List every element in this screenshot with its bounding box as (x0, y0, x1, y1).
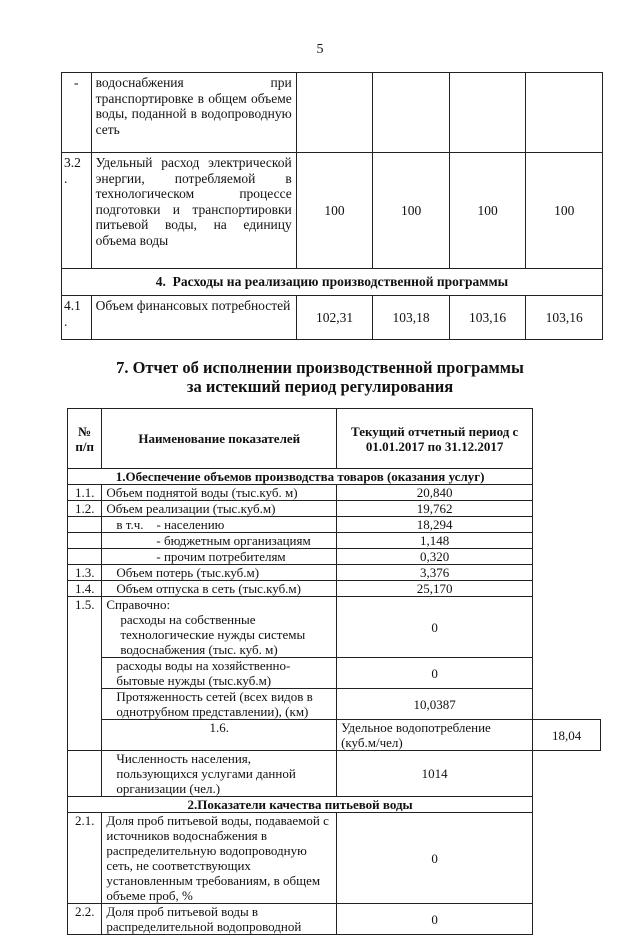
value-cell: 0 (337, 658, 533, 689)
header-number: № п/п (68, 409, 102, 469)
row-number: - (62, 73, 92, 153)
value-cell: 0,320 (337, 549, 533, 565)
indicator-name: Объем поднятой воды (тыс.куб. м) (102, 485, 337, 501)
value-cell (373, 73, 450, 153)
value-cell: 20,840 (337, 485, 533, 501)
indicator-name: - бюджетным организациям (102, 533, 337, 549)
indicator-name: - прочим потребителям (102, 549, 337, 565)
value-cell: 19,762 (337, 501, 533, 517)
value-cell: 103,16 (526, 296, 603, 340)
table-row (68, 517, 601, 533)
value-cell: 100 (296, 153, 373, 269)
indicator-name: в т.ч. - населению (102, 517, 337, 533)
indicator-name: Удельный расход электрической энергии, потребляемой в технологическом процессе подготовки и транспортировки питьевой воды, на единицу объема воды (91, 153, 296, 269)
row-number (68, 549, 102, 565)
heading-line-2: за истекший период регулирования (186, 377, 454, 396)
value-cell (296, 73, 373, 153)
heading-line-1: 7. Отчет об исполнении производственной программы (116, 358, 524, 377)
indicator-name: Объем отпуска в сеть (тыс.куб.м) (102, 581, 337, 597)
indicator-name: Доля проб питьевой воды в распределительной водопроводной (102, 904, 337, 935)
table-row (68, 485, 601, 501)
header-row (68, 409, 601, 469)
row-number (68, 533, 102, 549)
table-row (68, 533, 601, 549)
row-number: 1.3. (68, 565, 102, 581)
indicator-name: Доля проб питьевой воды, подаваемой с источников водоснабжения в распределительную водопроводную сеть, не соответствующих установленным требованиям, в общем объеме проб, % (102, 813, 337, 904)
table-row (68, 813, 601, 904)
indicator-name: расходы воды на хозяйственно-бытовые нужды (тыс.куб.м) (102, 658, 337, 689)
indicator-name: Объем потерь (тыс.куб.м) (102, 565, 337, 581)
table-row (68, 658, 601, 689)
row-number: 1.1. (68, 485, 102, 501)
section-heading (0, 358, 640, 396)
section-row (68, 469, 601, 485)
table-row (68, 751, 601, 797)
value-cell: 18,294 (337, 517, 533, 533)
table-row (68, 904, 601, 935)
row-number: 2.1. (68, 813, 102, 904)
row-number: 2.2. (68, 904, 102, 935)
section-row (68, 797, 601, 813)
table-row (62, 153, 603, 269)
table-row (62, 296, 603, 340)
value-cell: 10,0387 (337, 689, 533, 720)
value-cell: 18,04 (533, 720, 601, 751)
table-row (62, 73, 603, 153)
report-table (67, 408, 601, 935)
row-number: 3.2 . (62, 153, 92, 269)
table-row (68, 720, 601, 751)
value-cell: 100 (526, 153, 603, 269)
indicator-name (102, 597, 337, 658)
value-cell (526, 73, 603, 153)
value-cell: 1014 (337, 751, 533, 797)
section-row (62, 269, 603, 296)
value-cell: 0 (337, 813, 533, 904)
row-number: 1.4. (68, 581, 102, 597)
value-cell (449, 73, 526, 153)
value-cell: 103,16 (449, 296, 526, 340)
section-title: 4. Расходы на реализацию производственной программы (62, 269, 603, 296)
table-row (68, 581, 601, 597)
table-row (68, 501, 601, 517)
indicator-name: Численность населения, пользующихся услугами данной организации (чел.) (102, 751, 337, 797)
row-number: 1.5. (68, 597, 102, 751)
value-cell: 102,31 (296, 296, 373, 340)
section-title: 2.Показатели качества питьевой воды (68, 797, 533, 813)
indicator-name: водоснабжения при транспортировке в общем объеме воды, поданной в водопроводную сеть (91, 73, 296, 153)
value-cell: 1,148 (337, 533, 533, 549)
table-row (68, 549, 601, 565)
table-row (68, 689, 601, 720)
row-number: 4.1 . (62, 296, 92, 340)
reference-item: расходы на собственные технологические нужды системы водоснабжения (тыс. куб. м) (120, 612, 306, 657)
value-cell: 100 (373, 153, 450, 269)
reference-label: Справочно: (106, 597, 171, 612)
header-name: Наименование показателей (102, 409, 337, 469)
row-number (68, 751, 102, 797)
section-title: 1.Обеспечение объемов производства товаров (оказания услуг) (68, 469, 533, 485)
row-number: 1.6. (102, 720, 337, 751)
value-cell: 3,376 (337, 565, 533, 581)
indicator-name: Объем реализации (тыс.куб.м) (102, 501, 337, 517)
value-cell: 103,18 (373, 296, 450, 340)
value-cell: 0 (337, 904, 533, 935)
value-cell: 0 (337, 597, 533, 658)
indicator-name: Удельное водопотребление (куб.м/чел) (337, 720, 533, 751)
indicators-table-continued (61, 72, 603, 340)
value-cell: 100 (449, 153, 526, 269)
row-number: 1.2. (68, 501, 102, 517)
row-number (68, 517, 102, 533)
value-cell: 25,170 (337, 581, 533, 597)
table-row (68, 597, 601, 658)
indicator-name: Объем финансовых потребностей (91, 296, 296, 340)
page-number: 5 (316, 42, 324, 57)
table-row (68, 565, 601, 581)
header-period: Текущий отчетный период с 01.01.2017 по 31.12.2017 (337, 409, 533, 469)
indicator-name: Протяженность сетей (всех видов в однотрубном представлении), (км) (102, 689, 337, 720)
